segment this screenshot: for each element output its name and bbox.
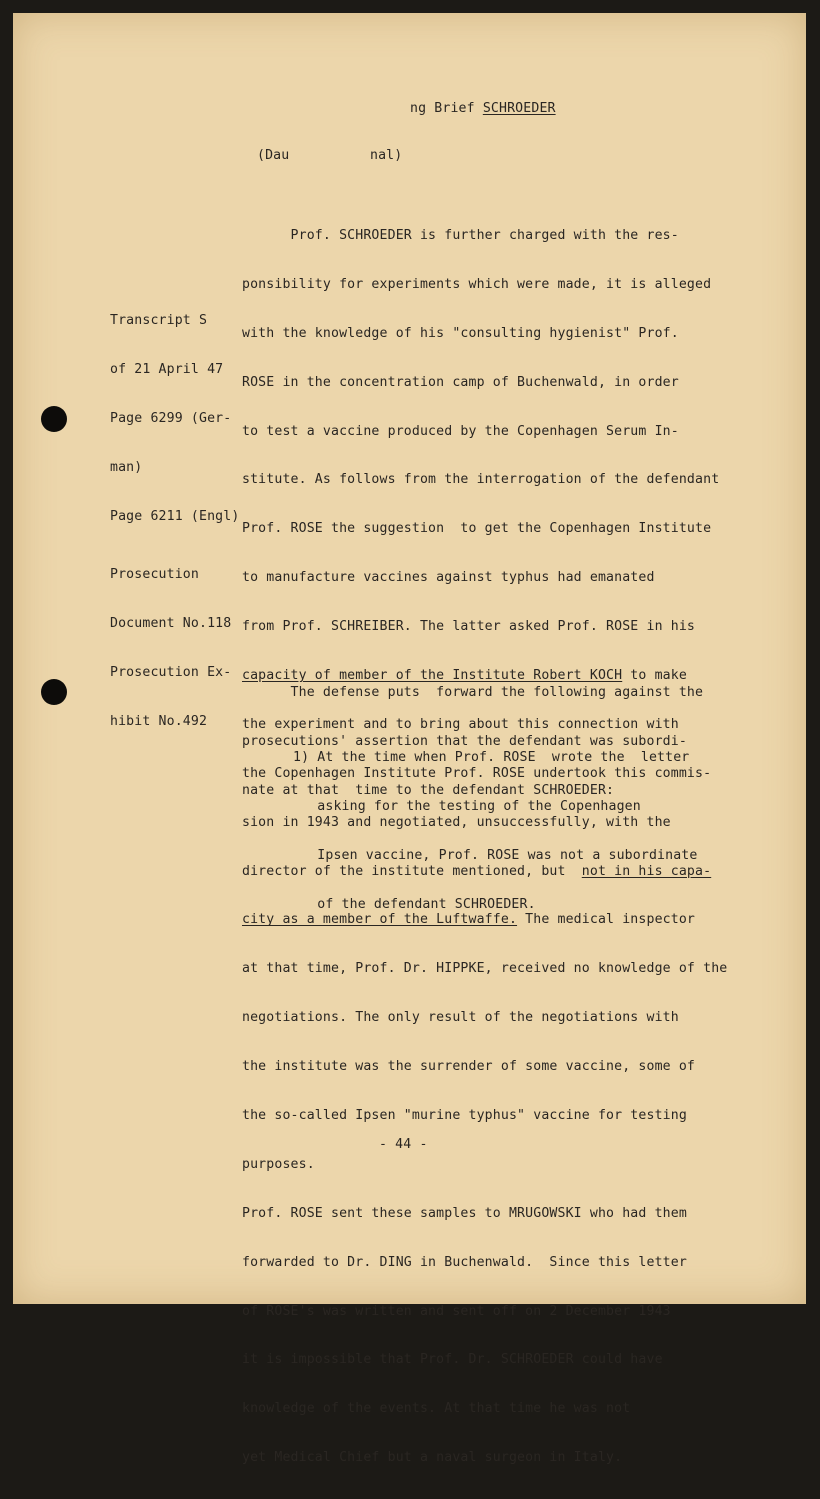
body-line: ponsibility for experiments which were made, it is alleged (242, 276, 712, 292)
margin-line: Document No.118 (110, 615, 232, 631)
body-line: ROSE in the concentration camp of Buchenwald, in order (242, 374, 679, 390)
body-line: at that time, Prof. Dr. HIPPKE, received no knowledge of the (242, 961, 728, 977)
body-line: stitute. As follows from the interrogation of the defendant (242, 472, 720, 488)
body-line: with the knowledge of his "consulting hygienist" Prof. (242, 325, 679, 341)
subtitle-left: (Dau (257, 148, 290, 163)
underlined-capacity: capacity of member of the Institute Robert KOCH (242, 668, 623, 684)
body-line: 1) At the time when Prof. ROSE wrote the letter (293, 750, 690, 765)
margin-line: Prosecution Ex- (110, 664, 232, 680)
page-number: - 44 - (379, 1137, 428, 1152)
title-name: SCHROEDER (482, 101, 556, 116)
body-line: sion in 1943 and negotiated, unsuccessfully, with the (242, 814, 671, 830)
margin-line: hibit No.492 (110, 713, 208, 729)
margin-line: Transcript S (110, 313, 208, 328)
director-start: director of the institute mentioned, but (242, 863, 582, 879)
city-rest: The medical inspector (517, 912, 696, 928)
body-line: to test a vaccine produced by the Copenhagen Serum In- (242, 423, 679, 439)
body-line: The defense puts forward the following against the (242, 685, 704, 700)
body-line: of the defendant SCHROEDER. (293, 896, 536, 912)
margin-line: Prosecution (110, 567, 199, 582)
margin-note-transcript (110, 281, 239, 557)
body-line: the so-called Ipsen "murine typhus" vaccine for testing (242, 1108, 687, 1124)
body-line: the institute was the surrender of some vaccine, some of (242, 1059, 696, 1075)
capacity-rest: to make (622, 668, 687, 684)
body-line: it is impossible that Prof. Dr. SCHROEDER could have (242, 1352, 663, 1368)
margin-line: man) (110, 459, 143, 475)
body-line: Prof. ROSE the suggestion to get the Copenhagen Institute (242, 521, 712, 537)
title-prefix: ng Brief (410, 101, 483, 116)
subtitle-right: nal) (370, 148, 403, 163)
body-line: the Copenhagen Institute Prof. ROSE undertook this commis- (242, 765, 712, 781)
body-line: Prof. ROSE sent these samples to MRUGOWSKI who had them (242, 1205, 687, 1221)
body-line: negotiations. The only result of the negotiations with (242, 1010, 679, 1026)
document-page (13, 13, 806, 1466)
body-line: nate at that time to the defendant SCHROEDER: (242, 782, 615, 798)
underlined-not-capacity: not in his capa- (581, 863, 712, 879)
punch-hole-bottom (41, 679, 67, 705)
body-line: Prof. SCHROEDER is further charged with the res- (242, 228, 679, 243)
body-line: knowledge of the events. At that time he was not (242, 1401, 631, 1417)
body-line: asking for the testing of the Copenhagen (293, 798, 641, 814)
body-line: yet Medical Chief but a naval surgeon in Italy. (242, 1450, 623, 1466)
point-one (293, 718, 697, 946)
underlined-luftwaffe: city as a member of the Luftwaffe. (242, 912, 518, 928)
body-line: to manufacture vaccines against typhus had emanated (242, 570, 655, 586)
margin-line: of 21 April 47 (110, 361, 224, 377)
margin-line: Page 6211 (Engl) (110, 508, 240, 524)
page-title (410, 101, 556, 117)
margin-line: Page 6299 (Ger- (110, 410, 232, 426)
punch-hole-top (41, 406, 67, 432)
body-line: forwarded to Dr. DING in Buchenwald. Since this letter (242, 1254, 687, 1270)
body-line: from Prof. SCHREIBER. The latter asked Prof. ROSE in his (242, 619, 696, 635)
body-line: Ipsen vaccine, Prof. ROSE was not a subordinate (293, 847, 698, 863)
margin-note-prosecution (110, 535, 231, 763)
body-line: purposes. (242, 1156, 315, 1172)
body-line: the experiment and to bring about this connection with (242, 716, 679, 732)
body-line: of ROSE's was written and sent off on 2 December 1943 (242, 1303, 671, 1319)
body-line: prosecutions' assertion that the defendant was subordi- (242, 733, 687, 749)
